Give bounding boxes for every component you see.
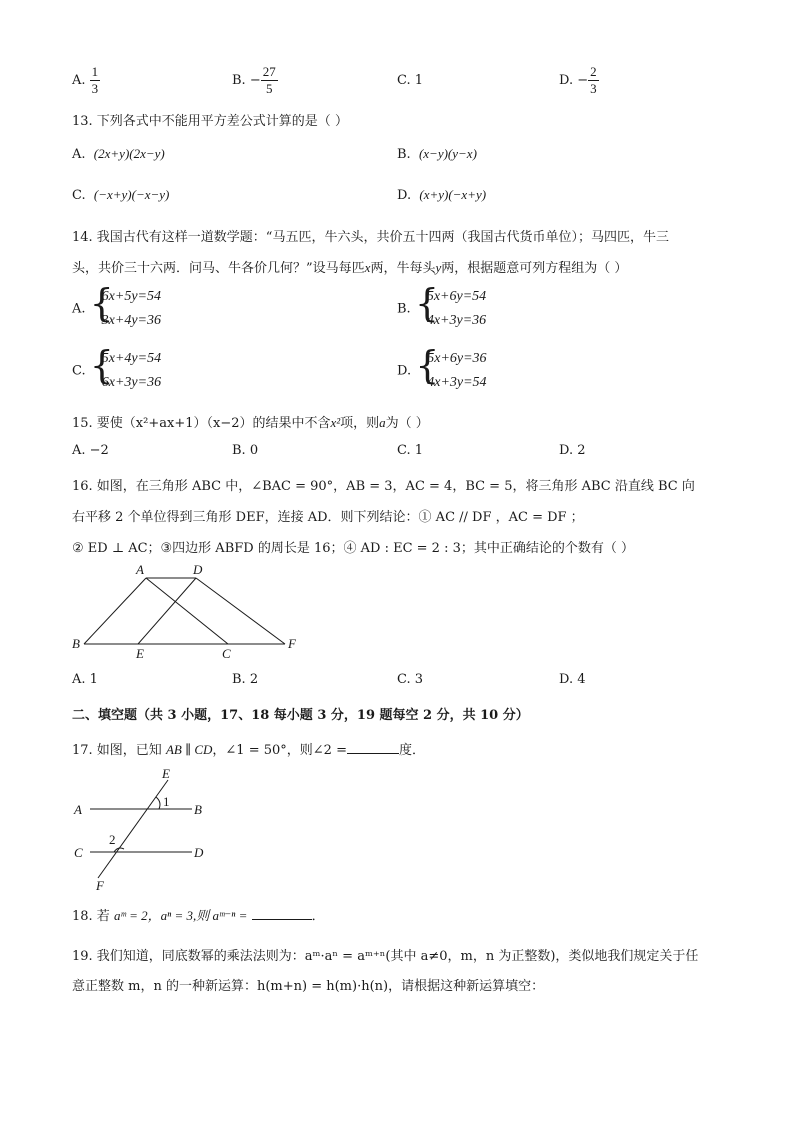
fraction: $\frac{2}{3}$ xyxy=(590,64,597,96)
q16-option-d[interactable]: D. 4 xyxy=(559,672,586,687)
q13-option-a[interactable]: A. (2x+y)(2x−y) xyxy=(72,146,165,162)
label-A: A xyxy=(136,562,144,577)
label-F: F xyxy=(288,636,296,651)
q15-option-a[interactable]: A. −2 xyxy=(72,443,109,458)
answer-blank[interactable] xyxy=(347,741,399,754)
q14-stem-line1: 14. 我国古代有这样一道数学题：“马五匹，牛六头，共价五十四两（我国古代货币单位）；马四匹，牛三 xyxy=(72,230,669,245)
fraction: $\frac{1}{3}$ xyxy=(91,64,99,96)
q16-stem-line3: ② ED ⊥ AC；③四边形 ABFD 的周长是 16；④ AD : EC = 2 : 3；其中正确结论的个数有（ ） xyxy=(72,541,635,556)
label-D: D xyxy=(193,562,203,577)
q13-option-d[interactable]: D. (x+y)(−x+y) xyxy=(397,187,487,203)
label-F: F xyxy=(96,878,104,892)
q16-option-a[interactable]: A. 1 xyxy=(72,672,98,687)
section-title: 二、填空题（共 3 小题，17、18 每小题 3 分，19 题每空 2 分，共 10 分） xyxy=(72,708,529,723)
answer-blank[interactable] xyxy=(252,907,312,920)
label-B: B xyxy=(72,636,80,651)
q19-stem-line2: 意正整数 m，n 的一种新运算：h(m+n) = h(m)·h(n)，请根据这种新运算填空： xyxy=(72,979,545,994)
q13-option-b[interactable]: B. (x−y)(y−x) xyxy=(397,146,477,162)
q13-option-c[interactable]: C. (−x+y)(−x−y) xyxy=(72,187,170,203)
label-E: E xyxy=(136,646,144,661)
q15-option-c[interactable]: C. 1 xyxy=(397,443,424,458)
q14-option-c[interactable]: C. { 5x+4y=54 6x+3y=36 xyxy=(72,347,161,395)
q17-parallel-lines-figure xyxy=(66,766,226,892)
label-B: B xyxy=(194,802,202,817)
q14-stem-line2: 头，共价三十六两．问马、牛各价几何？”设马每匹x两，牛每头y两，根据题意可列方程组为（ ） xyxy=(72,260,628,276)
equation-system: { 6x+5y=54 3x+4y=36 xyxy=(89,281,161,328)
angle-2-label: 2 xyxy=(109,832,116,847)
q12-option-c[interactable]: C. 1 xyxy=(397,73,424,88)
q19-stem-line1: 19. 我们知道，同底数幂的乘法法则为：aᵐ·aⁿ = aᵐ⁺ⁿ(其中 a≠0，m，n 为正整数)，类似地我们规定关于任 xyxy=(72,949,699,964)
fraction: $\frac{27}{5}$ xyxy=(262,64,276,96)
q15-option-d[interactable]: D. 2 xyxy=(559,443,586,458)
q14-option-d[interactable]: D. { 5x+6y=36 4x+3y=54 xyxy=(397,347,487,395)
label-C: C xyxy=(222,646,231,661)
q14-option-b[interactable]: B. { 5x+6y=54 4x+3y=36 xyxy=(397,285,486,333)
q16-option-c[interactable]: C. 3 xyxy=(397,672,424,687)
equation-system: { 5x+6y=54 4x+3y=36 xyxy=(414,281,487,328)
q13-stem: 13. 下列各式中不能用平方差公式计算的是（ ） xyxy=(72,114,348,129)
label-C: C xyxy=(74,845,83,860)
q12-option-b[interactable]: B. − $\frac{27}{5}$ xyxy=(232,64,276,96)
equation-system: { 5x+4y=54 6x+3y=36 xyxy=(89,343,162,390)
q14-option-a[interactable]: A. { 6x+5y=54 3x+4y=36 xyxy=(72,285,161,333)
label-A: A xyxy=(74,802,82,817)
q16-stem-line1: 16. 如图，在三角形 ABC 中，∠BAC = 90°，AB = 3，AC = 4，BC = 5，将三角形 ABC 沿直线 BC 向 xyxy=(72,479,695,494)
q12-option-d[interactable]: D. − $\frac{2}{3}$ xyxy=(559,64,597,96)
equation-system: { 5x+6y=36 4x+3y=54 xyxy=(415,343,487,390)
q16-stem-line2: 右平移 2 个单位得到三角形 DEF，连接 AD．则下列结论：① AC // DF ，AC = DF ； xyxy=(72,510,584,525)
label-E: E xyxy=(162,766,170,781)
q18-stem: 18. 若 aᵐ = 2，aⁿ = 3,则 aᵐ⁻ⁿ = ． xyxy=(72,908,325,924)
q15-stem: 15. 要使（x²+ax+1）（x−2）的结果中不含x²项，则a为（ ） xyxy=(72,415,429,431)
q12-option-a[interactable]: A. $\frac{1}{3}$ xyxy=(72,64,99,96)
angle-1-label: 1 xyxy=(163,794,170,809)
q16-triangle-figure xyxy=(60,558,310,663)
q17-stem: 17. 如图，已知 AB ∥ CD，∠1 = 50°，则∠2 = 度． xyxy=(72,742,425,758)
q15-option-b[interactable]: B. 0 xyxy=(232,443,259,458)
label-D: D xyxy=(194,845,204,860)
q16-option-b[interactable]: B. 2 xyxy=(232,672,259,687)
